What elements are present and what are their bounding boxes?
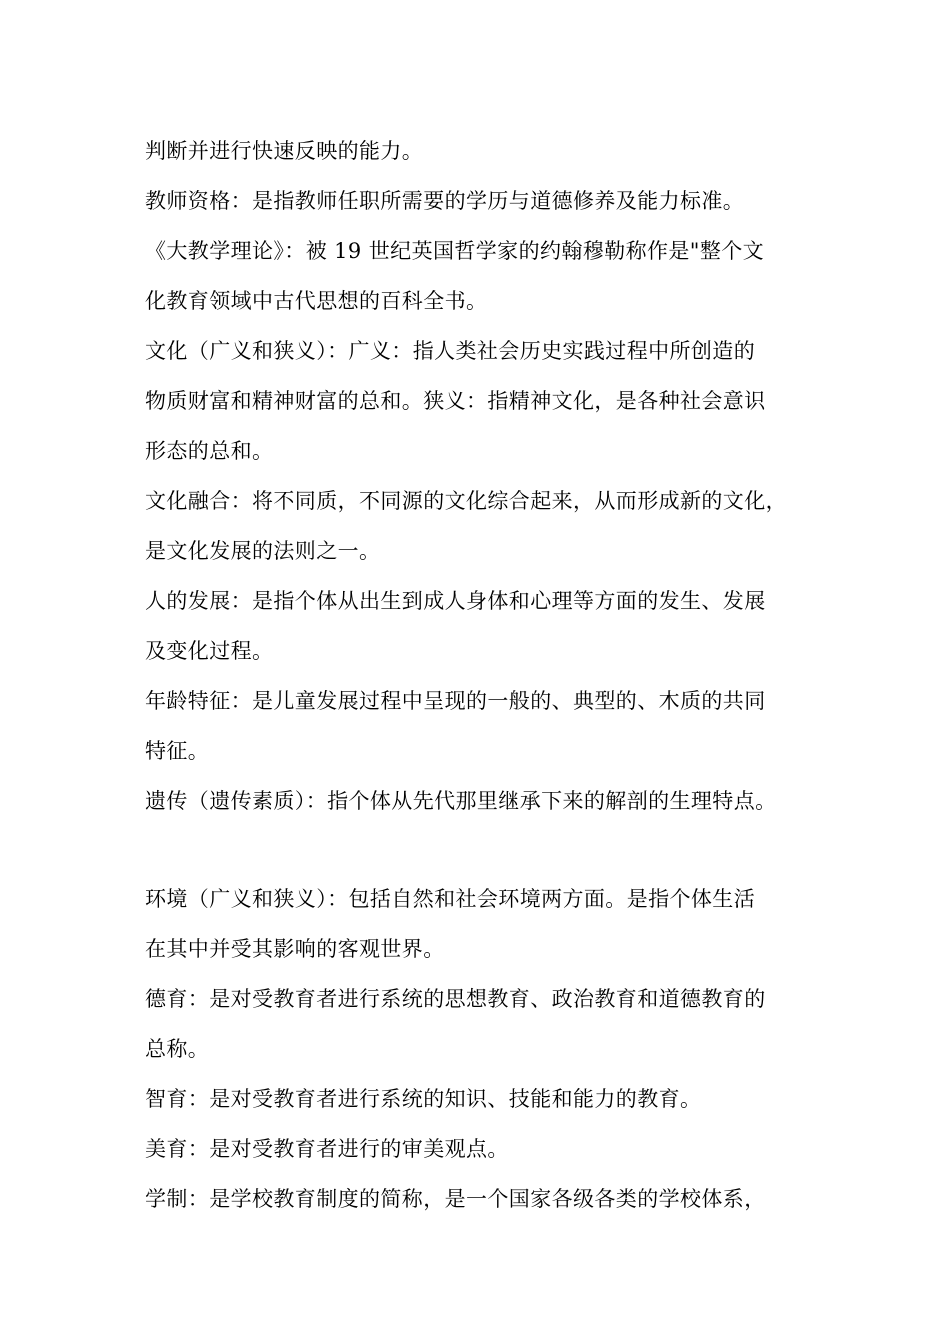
text-line: 判断并进行快速反映的能力。 [145,139,424,163]
text-line: 文化融合：将不同质，不同源的文化综合起来，从而形成新的文化， [145,489,787,513]
text-line: 人的发展：是指个体从出生到成人身体和心理等方面的发生、发展 [145,589,766,613]
text-line: 智育：是对受教育者进行系统的知识、技能和能力的教育。 [145,1087,702,1111]
text-line: 文化（广义和狭义）：广义：指人类社会历史实践过程中所创造的 [145,339,756,363]
text-line: 特征。 [145,739,210,763]
text-line: 年龄特征：是儿童发展过程中呈现的一般的、典型的、木质的共同 [145,689,766,713]
text-line: 学制：是学校教育制度的简称，是一个国家各级各类的学校体系， [145,1187,766,1211]
text-line: 环境（广义和狭义）：包括自然和社会环境两方面。是指个体生活 [145,887,756,911]
text-line: 总称。 [145,1037,210,1061]
text-line: 及变化过程。 [145,639,274,663]
text-line: 物质财富和精神财富的总和。狭义：指精神文化，是各种社会意识 [145,389,766,413]
text-line: 化教育领域中古代思想的百科全书。 [145,289,488,313]
text-line: 形态的总和。 [145,439,274,463]
text-line: 《大教学理论》：被 19 世纪英国哲学家的约翰穆勒称作是"整个文 [145,239,765,263]
text-line: 遗传（遗传素质）：指个体从先代那里继承下来的解剖的生理特点。 [145,789,777,813]
text-line: 是文化发展的法则之一。 [145,539,381,563]
text-line: 美育：是对受教育者进行的审美观点。 [145,1137,509,1161]
text-line: 在其中并受其影响的客观世界。 [145,937,445,961]
text-line: 德育：是对受教育者进行系统的思想教育、政治教育和道德教育的 [145,987,766,1011]
text-line: 教师资格：是指教师任职所需要的学历与道德修养及能力标准。 [145,189,745,213]
